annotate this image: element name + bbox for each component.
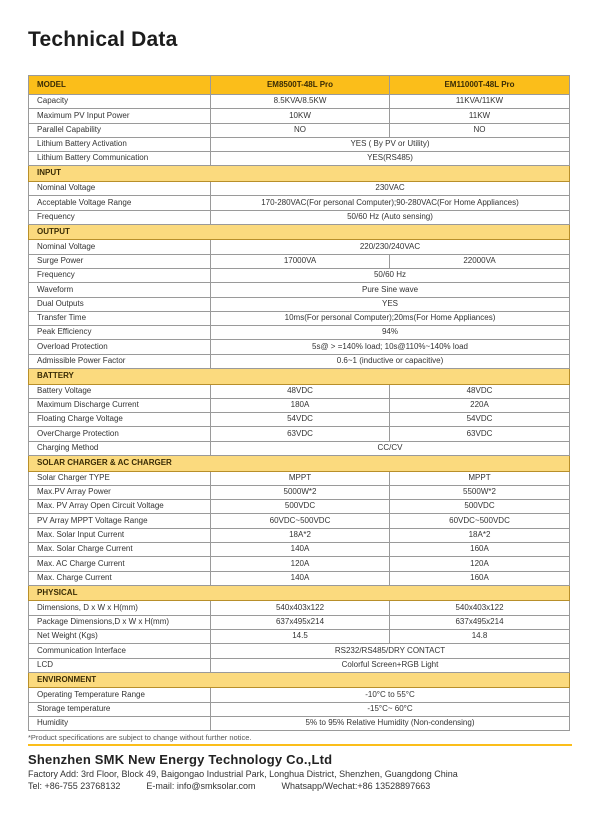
spec-value-span: 50/60 Hz — [211, 268, 570, 282]
spec-value: 5000W*2 — [211, 485, 390, 499]
spec-row — [29, 384, 570, 398]
spec-value: 5500W*2 — [390, 485, 570, 499]
spec-label: Charging Method — [29, 441, 211, 455]
spec-value: 120A — [390, 557, 570, 571]
spec-row — [29, 297, 570, 311]
spec-value: NO — [390, 123, 570, 137]
spec-row — [29, 716, 570, 730]
spec-value-span: 10ms(For personal Computer);20ms(For Home Appliances) — [211, 311, 570, 325]
section-header: ENVIRONMENT — [29, 672, 570, 688]
spec-value: 14.5 — [211, 630, 390, 644]
spec-row — [29, 557, 570, 571]
spec-row — [29, 283, 570, 297]
spec-row — [29, 398, 570, 412]
spec-label: Max. Charge Current — [29, 571, 211, 585]
spec-label: Peak Efficiency — [29, 326, 211, 340]
spec-value-span: YES(RS485) — [211, 152, 570, 166]
spec-label: Dimensions, D x W x H(mm) — [29, 601, 211, 615]
spec-value-span: -10°C to 55°C — [211, 688, 570, 702]
spec-value: 220A — [390, 398, 570, 412]
spec-value-span: 5s@ > =140% load; 10s@110%~140% load — [211, 340, 570, 354]
contact-line — [28, 781, 430, 791]
spec-label: Max. PV Array Open Circuit Voltage — [29, 500, 211, 514]
spec-value: 500VDC — [211, 500, 390, 514]
spec-label: Battery Voltage — [29, 384, 211, 398]
section-header: SOLAR CHARGER & AC CHARGER — [29, 456, 570, 472]
spec-label: Storage temperature — [29, 702, 211, 716]
spec-row — [29, 268, 570, 282]
spec-value-span: 230VAC — [211, 181, 570, 195]
spec-value-span: 5% to 95% Relative Humidity (Non-condensing) — [211, 716, 570, 730]
spec-value: 18A*2 — [211, 528, 390, 542]
model-column-1: EM8500T-48L Pro — [211, 76, 390, 95]
spec-label: Nominal Voltage — [29, 240, 211, 254]
section-header: PHYSICAL — [29, 585, 570, 601]
spec-label: Max.PV Array Power — [29, 485, 211, 499]
spec-row — [29, 543, 570, 557]
company-address: Factory Add: 3rd Floor, Block 49, Baigongao Industrial Park, Longhua District, Shenzhen, Guangdong China — [28, 769, 458, 779]
spec-value: 160A — [390, 571, 570, 585]
spec-value: 54VDC — [390, 413, 570, 427]
spec-value: 60VDC~500VDC — [390, 514, 570, 528]
spec-value-span: 94% — [211, 326, 570, 340]
spec-value-span: 0.6~1 (inductive or capacitive) — [211, 354, 570, 368]
spec-label: Solar Charger TYPE — [29, 471, 211, 485]
spec-value: MPPT — [211, 471, 390, 485]
spec-row — [29, 601, 570, 615]
spec-value: 63VDC — [390, 427, 570, 441]
spec-row — [29, 95, 570, 109]
spec-value: 10KW — [211, 109, 390, 123]
spec-row — [29, 688, 570, 702]
spec-row — [29, 441, 570, 455]
spec-value-span: YES ( By PV or Utility) — [211, 137, 570, 151]
spec-value: 17000VA — [211, 254, 390, 268]
spec-value: 540x403x122 — [390, 601, 570, 615]
email-text: E-mail: info@smksolar.com — [146, 781, 256, 791]
model-column-2: EM11000T-48L Pro — [390, 76, 570, 95]
spec-label: Floating Charge Voltage — [29, 413, 211, 427]
spec-value: 18A*2 — [390, 528, 570, 542]
spec-value: 637x495x214 — [390, 615, 570, 629]
spec-value: 160A — [390, 543, 570, 557]
spec-value-span: CC/CV — [211, 441, 570, 455]
spec-value: NO — [211, 123, 390, 137]
page-title: Technical Data — [28, 28, 178, 51]
spec-value: 500VDC — [390, 500, 570, 514]
spec-label: Maximum Discharge Current — [29, 398, 211, 412]
spec-label: Max. Solar Input Current — [29, 528, 211, 542]
spec-row — [29, 326, 570, 340]
spec-row — [29, 240, 570, 254]
spec-value: 63VDC — [211, 427, 390, 441]
spec-row — [29, 571, 570, 585]
spec-label: OverCharge Protection — [29, 427, 211, 441]
spec-value-span: 220/230/240VAC — [211, 240, 570, 254]
model-header-row — [29, 76, 570, 95]
spec-value: 8.5KVA/8.5KW — [211, 95, 390, 109]
spec-row — [29, 702, 570, 716]
spec-value: 48VDC — [211, 384, 390, 398]
spec-value-span: -15°C~ 60°C — [211, 702, 570, 716]
spec-row — [29, 658, 570, 672]
spec-row — [29, 528, 570, 542]
spec-value: 540x403x122 — [211, 601, 390, 615]
spec-label: Communication Interface — [29, 644, 211, 658]
spec-label: LCD — [29, 658, 211, 672]
spec-value-span: Colorful Screen+RGB Light — [211, 658, 570, 672]
spec-value: 11KVA/11KW — [390, 95, 570, 109]
spec-label: Overload Protection — [29, 340, 211, 354]
spec-label: Humidity — [29, 716, 211, 730]
spec-row — [29, 137, 570, 151]
spec-label: Net Weight (Kgs) — [29, 630, 211, 644]
section-header-row — [29, 224, 570, 240]
spec-label: Operating Temperature Range — [29, 688, 211, 702]
spec-label: Transfer Time — [29, 311, 211, 325]
spec-row — [29, 354, 570, 368]
footer-divider — [28, 744, 572, 746]
spec-value-span: Pure Sine wave — [211, 283, 570, 297]
tel-text: Tel: +86-755 23768132 — [28, 781, 121, 791]
section-header: INPUT — [29, 166, 570, 182]
spec-row — [29, 181, 570, 195]
spec-label: Frequency — [29, 210, 211, 224]
spec-row — [29, 615, 570, 629]
spec-value: MPPT — [390, 471, 570, 485]
spec-row — [29, 254, 570, 268]
spec-value: 140A — [211, 543, 390, 557]
spec-row — [29, 644, 570, 658]
spec-label: PV Array MPPT Voltage Range — [29, 514, 211, 528]
spec-row — [29, 471, 570, 485]
spec-value: 637x495x214 — [211, 615, 390, 629]
spec-row — [29, 210, 570, 224]
spec-label: Admissible Power Factor — [29, 354, 211, 368]
section-header: BATTERY — [29, 369, 570, 385]
spec-value: 48VDC — [390, 384, 570, 398]
spec-row — [29, 152, 570, 166]
section-header-row — [29, 672, 570, 688]
spec-row — [29, 500, 570, 514]
spec-value-span: 50/60 Hz (Auto sensing) — [211, 210, 570, 224]
spec-value: 60VDC~500VDC — [211, 514, 390, 528]
spec-label: Capacity — [29, 95, 211, 109]
spec-label: Max. Solar Charge Current — [29, 543, 211, 557]
spec-row — [29, 485, 570, 499]
spec-label: Parallel Capability — [29, 123, 211, 137]
spec-value: 180A — [211, 398, 390, 412]
spec-row — [29, 340, 570, 354]
section-header-row — [29, 456, 570, 472]
spec-value: 54VDC — [211, 413, 390, 427]
spec-label: Nominal Voltage — [29, 181, 211, 195]
spec-row — [29, 109, 570, 123]
spec-row — [29, 413, 570, 427]
spec-row — [29, 514, 570, 528]
spec-label: Package Dimensions,D x W x H(mm) — [29, 615, 211, 629]
spec-row — [29, 311, 570, 325]
spec-row — [29, 123, 570, 137]
section-header: OUTPUT — [29, 224, 570, 240]
spec-label: Surge Power — [29, 254, 211, 268]
spec-label: Waveform — [29, 283, 211, 297]
section-header-row — [29, 166, 570, 182]
spec-value: 140A — [211, 571, 390, 585]
spec-table-body — [29, 95, 570, 731]
footnote: *Product specifications are subject to change without further notice. — [28, 733, 252, 742]
spec-row — [29, 427, 570, 441]
spec-label: Max. AC Charge Current — [29, 557, 211, 571]
model-header-cell: MODEL — [29, 76, 211, 95]
company-name: Shenzhen SMK New Energy Technology Co.,Ltd — [28, 752, 333, 767]
spec-value: 14.8 — [390, 630, 570, 644]
spec-label: Maximum PV Input Power — [29, 109, 211, 123]
spec-value-span: 170-280VAC(For personal Computer);90-280VAC(For Home Appliances) — [211, 196, 570, 210]
spec-value-span: RS232/RS485/DRY CONTACT — [211, 644, 570, 658]
spec-label: Frequency — [29, 268, 211, 282]
spec-label: Lithium Battery Activation — [29, 137, 211, 151]
section-header-row — [29, 369, 570, 385]
spec-row — [29, 630, 570, 644]
spec-table-head — [29, 76, 570, 95]
spec-row — [29, 196, 570, 210]
spec-value: 120A — [211, 557, 390, 571]
spec-table — [28, 75, 570, 731]
whatsapp-text: Whatsapp/Wechat:+86 13528897663 — [281, 781, 431, 791]
spec-value-span: YES — [211, 297, 570, 311]
spec-value: 11KW — [390, 109, 570, 123]
spec-value: 22000VA — [390, 254, 570, 268]
spec-label: Lithium Battery Communication — [29, 152, 211, 166]
section-header-row — [29, 585, 570, 601]
spec-label: Dual Outputs — [29, 297, 211, 311]
spec-label: Acceptable Voltage Range — [29, 196, 211, 210]
